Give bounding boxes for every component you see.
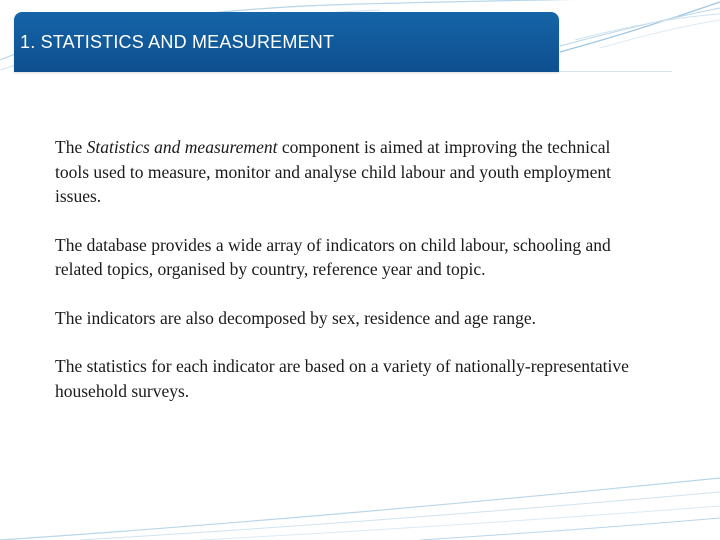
paragraph-emphasis: Statistics and measurement	[86, 137, 278, 157]
paragraph-text-start: The	[55, 137, 87, 157]
decorative-swoosh-bottom	[0, 470, 720, 540]
title-bar	[14, 12, 559, 72]
slide-title: 1. STATISTICS AND MEASUREMENT	[20, 32, 335, 52]
title-underline	[559, 71, 672, 72]
slide-body	[55, 135, 635, 427]
paragraph-statistics-component	[55, 135, 635, 209]
paragraph-database: The database provides a wide array of indicators on child labour, schooling and related topics, organised by country, reference year and topic.	[55, 234, 611, 279]
paragraph-surveys: The statistics for each indicator are based on a variety of nationally-representative household surveys.	[55, 356, 629, 401]
paragraph-text-end: component is aimed at improving the technical tools used to measure, monitor and analyse child labour and youth employment issues.	[55, 137, 611, 206]
paragraph-indicators: The indicators are also decomposed by sex, residence and age range.	[55, 307, 537, 328]
